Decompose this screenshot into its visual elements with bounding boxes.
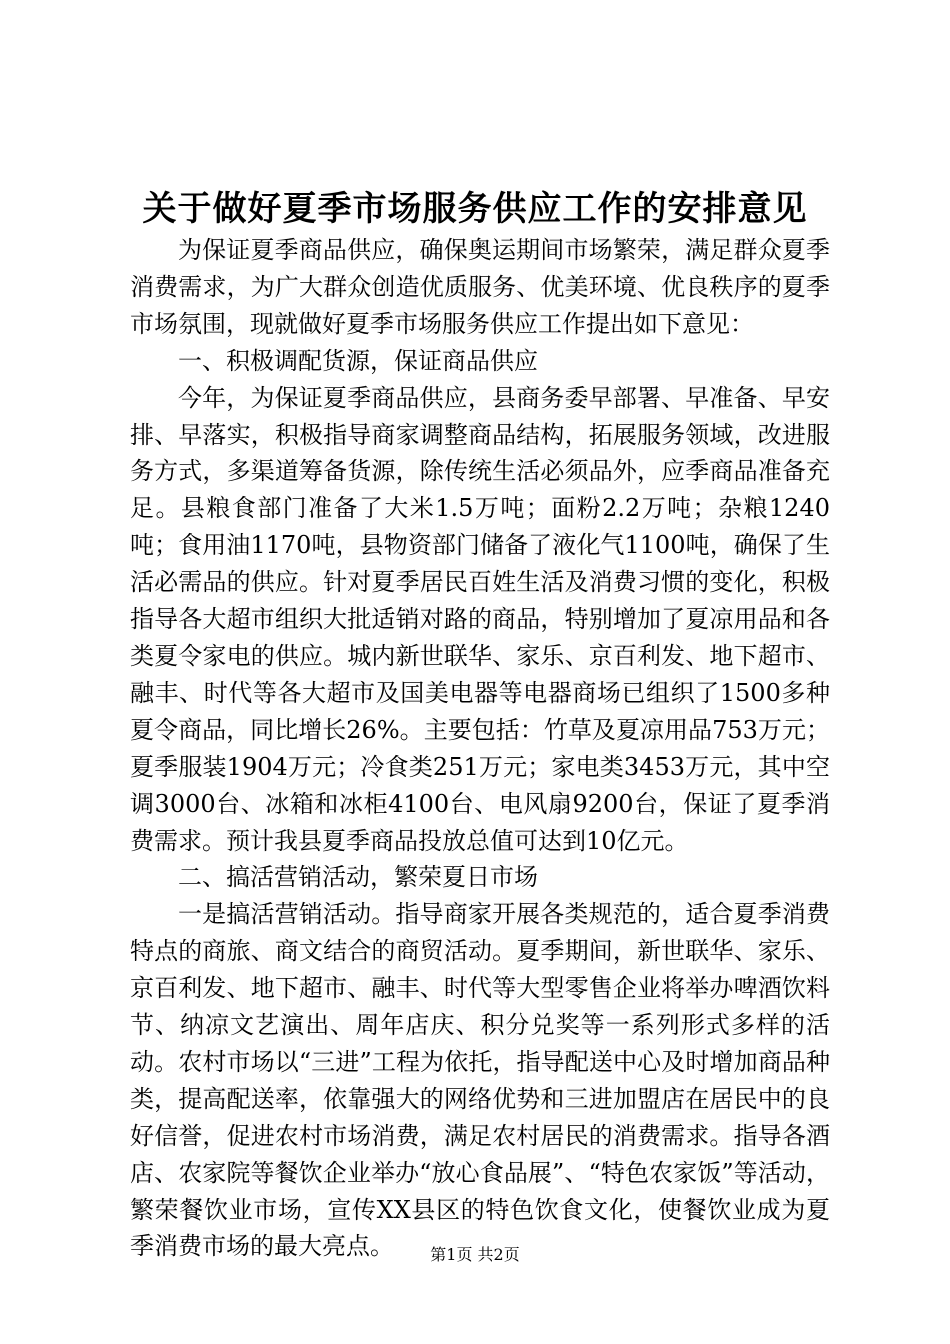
section-1-paragraph: 今年，为保证夏季商品供应，县商务委早部署、早准备、早安排、早落实，积极指导商家调整商品结构，拓展服务领域，改进服务方式，多渠道筹备货源，除传统生活必须品外，应季商品准备充足。县粮食部门准备了大米1.5万吨；面粉2.2万吨；杂粮1240吨；食用油1170吨，县物资部门储备了液化气1100吨，确保了生活必需品的供应。针对夏季居民百姓生活及消费习惯的变化，积极指导各大超市组织大批适销对路的商品，特别增加了夏凉用品和各类夏令家电的供应。城内新世联华、家乐、京百利发、地下超市、融丰、时代等各大超市及国美电器等电器商场已组织了1500多种夏令商品，同比增长26%。主要包括：竹草及夏凉用品753万元；夏季服装1904万元；冷食类251万元；家电类3453万元，其中空调3000台、冰箱和冰柜4100台、电风扇9200台，保证了夏季消费需求。预计我县夏季商品投放总值可达到10亿元。 bbox=[130, 383, 830, 855]
section-2-paragraph: 一是搞活营销活动。指导商家开展各类规范的，适合夏季消费特点的商旅、商文结合的商贸活动。夏季期间，新世联华、家乐、京百利发、地下超市、融丰、时代等大型零售企业将举办啤酒饮料节、纳凉文艺演出、周年店庆、积分兑奖等一系列形式多样的活动。农村市场以“三进”工程为依托，指导配送中心及时增加商品种类，提高配送率，依靠强大的网络优势和三进加盟店在居民中的良好信誉，促进农村市场消费，满足农村居民的消费需求。指导各酒店、农家院等餐饮企业举办“放心食品展”、“特色农家饭”等活动，繁荣餐饮业市场，宣传XX县区的特色饮食文化，使餐饮业成为夏季消费市场的最大亮点。 bbox=[130, 900, 830, 1261]
document-body bbox=[130, 232, 830, 1265]
page-footer: 第1页 共2页 bbox=[430, 1245, 520, 1264]
document-title: 关于做好夏季市场服务供应工作的安排意见 bbox=[142, 189, 808, 229]
section-heading-1: 一、积极调配货源，保证商品供应 bbox=[178, 346, 538, 375]
section-heading-2: 二、搞活营销活动，繁荣夏日市场 bbox=[178, 863, 538, 892]
intro-paragraph: 为保证夏季商品供应，确保奥运期间市场繁荣，满足群众夏季消费需求，为广大群众创造优质服务、优美环境、优良秩序的夏季市场氛围，现就做好夏季市场服务供应工作提出如下意见： bbox=[130, 236, 830, 338]
